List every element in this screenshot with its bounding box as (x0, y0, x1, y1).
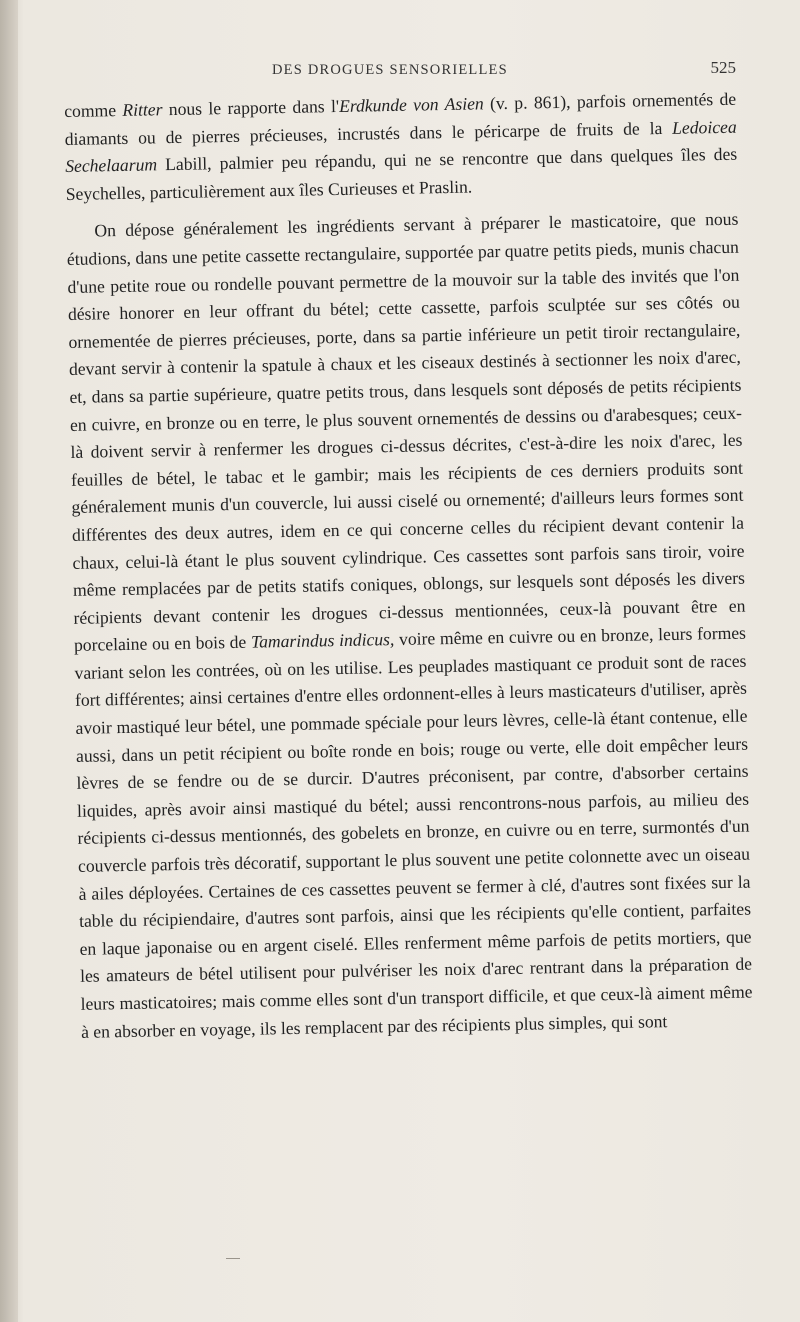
print-mark (226, 1258, 240, 1259)
text-run: voire même en cuivre ou en bronze, leurs formes variant selon les contrées, où on les utilise. Les peuplades mastiquant ce produit sont de races fort différentes; ainsi certaines d'entre elles ordonnent-elles à leurs masticateurs d'utiliser, après avoir mastiqué leur bétel, une pommade spéciale pour leurs lèvres, celle-là étant contenue, elle aussi, dans un petit récipient ou boîte ronde en bois; rouge ou verte, elle doit empêcher leurs lèvres de se fendre ou de se durcir. D'autres préconisent, par contre, d'absorber certains liquides, après avoir ainsi mastiqué du bétel; aussi rencontrons-nous parfois, au milieu des récipients ci-dessus mentionnés, des gobelets en bronze, en cuivre ou en terre, surmontés d'un couvercle parfois très décoratif, supportant le plus souvent une petite colonnette avec un oiseau à ailes déployées. Certaines de ces cassettes peuvent se fermer à clé, d'autres sont fixées sur la table du récipiendaire, d'autres sont parfois, ainsi que les récipients qu'elle contient, parfaites en laque japonaise ou en argent ciselé. Elles renferment même parfois de petits mortiers, que les amateurs de bétel utilisent pour pulvériser les noix d'arec rentrant dans la préparation de leurs masticatoires; mais comme elles sont d'un transport difficile, et que ceux-là aiment même à en absorber en voyage, ils les remplacent par des récipients plus simples, qui sont (74, 622, 753, 1042)
author-name: Ritter (122, 99, 163, 120)
text-run: comme (64, 99, 123, 121)
page-number: 525 (710, 58, 736, 77)
text-run: On dépose généralement les ingrédients servant à préparer le masticatoire, que nous étudions, dans une petite cassette rectangulaire, supportée par quatre petits pieds, munis chacun d'une petite roue ou rondelle pouvant permettre de la mouvoir sur la table des invités que l'on désire honorer en leur offrant du bétel; cette cassette, parfois sculptée sur ses côtés ou ornementée de pierres précieuses, porte, dans sa partie inférieure un petit tiroir rectangulaire, devant servir à contenir la spatule à chaux et les ciseaux destinés à sectionner les noix d'arec, et, dans sa partie supérieure, quatre petits trous, dans lesquels sont déposés de petits récipients en cuivre, en bronze ou en terre, le plus souvent ornementés de dessins ou d'arabesques; ceux-là doivent servir à renfermer les drogues ci-dessus décrites, c'est-à-dire les noix d'arec, les feuilles de bétel, le tabac et le gambir; mais les récipients de ces derniers produits sont généralement munis d'un couvercle, lui aussi ciselé ou ornementé; d'ailleurs leurs formes sont différentes des deux autres, idem en ce qui concerne celles du récipient devant contenir la chaux, celui-là étant le plus souvent cylindrique. Ces cassettes sont parfois sans tiroir, voire même remplacées par de petits statifs coniques, oblongs, sur lesquels sont déposés les divers récipients devant contenir les drogues ci-dessus mentionnées, ceux-là pouvant être en porcelaine ou en bois de (66, 209, 746, 656)
running-head: DES DROGUES SENSORIELLES (272, 62, 508, 78)
paragraph-2 (66, 206, 753, 1046)
text-run: Labill, palmier peu répandu, qui ne se rencontre que dans quelques îles des Seychelles, particulièrement aux îles Curieuses et Praslin. (65, 143, 738, 204)
species-name: Tamarindus indicus, (250, 629, 395, 652)
text-run: nous le rapporte dans l' (162, 95, 340, 120)
text-run: (v. p. 861), parfois ornementés de diamants ou de pierres précieuses, incrustés dans le péricarpe de fruits de la (64, 88, 737, 149)
book-title: Erdkunde von Asien (338, 93, 484, 116)
page-header (64, 58, 736, 84)
body-text (64, 86, 753, 1046)
book-spine-shadow (0, 0, 18, 1322)
paragraph-1 (64, 86, 738, 209)
species-name: Ledoicea Sechelaarum (65, 116, 737, 177)
